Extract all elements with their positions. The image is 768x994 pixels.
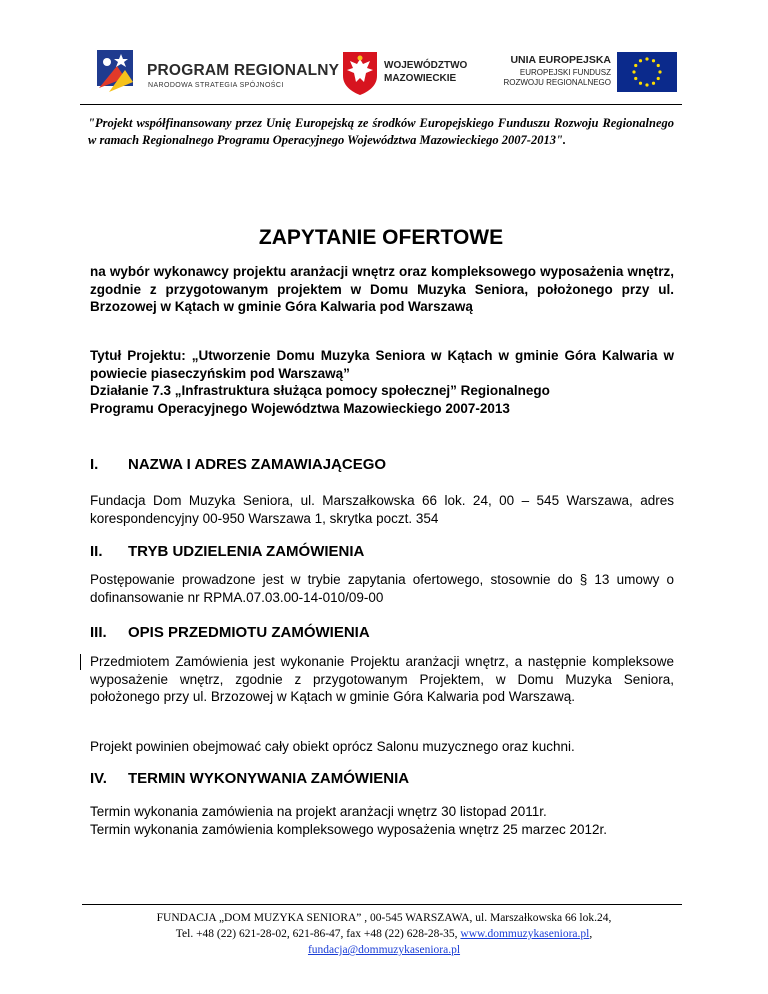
eu-star bbox=[645, 83, 648, 86]
program-regionalny-logo bbox=[95, 48, 340, 98]
eu-star bbox=[634, 77, 637, 80]
cofinancing-note: "Projekt współfinansowany przez Unię Europejską ze środków Europejskiego Funduszu Rozwoju Regionalnego w ramach Regionalnego Programu Operacyjnego Województwa Mazowieckiego 2007-2013". bbox=[88, 116, 674, 147]
section-number: I. bbox=[90, 456, 99, 473]
eu-star bbox=[639, 82, 642, 85]
program-regionalny-title: PROGRAM REGIONALNY bbox=[147, 62, 340, 79]
eu-star bbox=[639, 59, 642, 62]
mazowsze-line1: WOJEWÓDZTWO bbox=[384, 60, 468, 71]
eu-line1: UNIA EUROPEJSKA bbox=[510, 54, 611, 66]
eu-line3: ROZWOJU REGIONALNEGO bbox=[503, 78, 611, 87]
project-title: Tytuł Projektu: „Utworzenie Domu Muzyka Seniora w Kątach w gminie Góra Kalwaria w powiecie piaseczyńskim pod Warszawą” bbox=[90, 348, 674, 381]
section-number: IV. bbox=[90, 770, 107, 787]
mazowieckie-logo bbox=[340, 50, 480, 98]
eu-star bbox=[645, 57, 648, 60]
eu-star bbox=[658, 70, 661, 73]
eu-line2: EUROPEJSKI FUNDUSZ bbox=[519, 68, 611, 77]
section-title: TRYB UDZIELENIA ZAMÓWIENIA bbox=[128, 543, 365, 560]
footer bbox=[70, 910, 698, 958]
header-divider bbox=[80, 104, 682, 105]
footer-divider bbox=[82, 904, 682, 905]
section-3-paragraph-1: Przedmiotem Zamówienia jest wykonanie Projektu aranżacji wnętrz, a następnie kompleksowe wyposażenie wnętrz, zgodnie z przygotowanym Projektem, w Domu Muzyka Seniora, położonego przy ul. Brzozowej w Kątach w gminie Góra Kalwaria pod Warszawą. bbox=[90, 654, 674, 704]
footer-comma: , bbox=[589, 928, 593, 940]
eu-flag-icon bbox=[617, 52, 677, 92]
action-line-1: Działanie 7.3 „Infrastruktura służąca pomocy społecznej” Regionalnego bbox=[90, 383, 550, 398]
eu-star bbox=[652, 59, 655, 62]
action-line-2: Programu Operacyjnego Województwa Mazowieckiego 2007-2013 bbox=[90, 400, 510, 416]
program-regionalny-subtitle: NARODOWA STRATEGIA SPÓJNOŚCI bbox=[148, 82, 284, 89]
project-info bbox=[90, 347, 674, 417]
eu-logo bbox=[485, 50, 677, 96]
program-regionalny-emblem-icon bbox=[95, 48, 143, 96]
mazowsze-line2: MAZOWIECKIE bbox=[384, 73, 457, 84]
footer-address: FUNDACJA „DOM MUZYKA SENIORA” , 00-545 WARSZAWA, ul. Marszałkowska 66 lok.24, bbox=[156, 912, 612, 924]
section-4-paragraphs bbox=[90, 803, 674, 838]
footer-phones: Tel. +48 (22) 621-28-02, 621-86-47, fax +48 (22) 628-28-35, bbox=[175, 928, 461, 940]
section-number: III. bbox=[90, 624, 107, 641]
section-4-paragraph-1: Termin wykonania zamówienia na projekt aranżacji wnętrz 30 listopad 2011r. bbox=[90, 804, 547, 819]
section-3-paragraph-2: Projekt powinien obejmować cały obiekt oprócz Salonu muzycznego oraz kuchni. bbox=[90, 739, 575, 754]
intro-paragraph: na wybór wykonawcy projektu aranżacji wnętrz oraz kompleksowego wyposażenia wnętrz, zgodnie z przygotowanym projektem w Domu Muzyka Seniora, położonego przy ul. Brzozowej w Kątach w gminie Góra Kalwaria pod Warszawą bbox=[90, 264, 674, 314]
revision-change-bar bbox=[80, 654, 81, 670]
section-title: NAZWA I ADRES ZAMAWIAJĄCEGO bbox=[128, 456, 387, 473]
mazowsze-eagle-crest-icon bbox=[340, 50, 380, 96]
eu-star bbox=[657, 77, 660, 80]
section-1-paragraph: Fundacja Dom Muzyka Seniora, ul. Marszałkowska 66 lok. 24, 00 – 545 Warszawa, adres korespondencyjny 00-950 Warszawa 1, skrytka poczt. 354 bbox=[90, 493, 674, 526]
eu-star bbox=[657, 64, 660, 67]
section-4-paragraph-2: Termin wykonania zamówienia kompleksowego wyposażenia wnętrz 25 marzec 2012r. bbox=[90, 821, 608, 837]
section-title: TERMIN WYKONYWANIA ZAMÓWIENIA bbox=[128, 770, 410, 787]
section-2-paragraph: Postępowanie prowadzone jest w trybie zapytania ofertowego, stosownie do § 13 umowy o dofinansowanie nr RPMA.07.03.00-14-010/09-00 bbox=[90, 572, 674, 605]
section-title: OPIS PRZEDMIOTU ZAMÓWIENIA bbox=[128, 624, 370, 641]
website-link[interactable]: www.dommuzykaseniora.pl bbox=[460, 928, 590, 940]
section-number: II. bbox=[90, 543, 103, 560]
footer-contact bbox=[70, 926, 698, 942]
eu-star bbox=[632, 70, 635, 73]
email-link[interactable]: fundacja@dommuzykaseniora.pl bbox=[307, 944, 461, 956]
eu-star bbox=[652, 82, 655, 85]
eu-star bbox=[634, 64, 637, 67]
document-title: ZAPYTANIE OFERTOWE bbox=[258, 226, 504, 249]
